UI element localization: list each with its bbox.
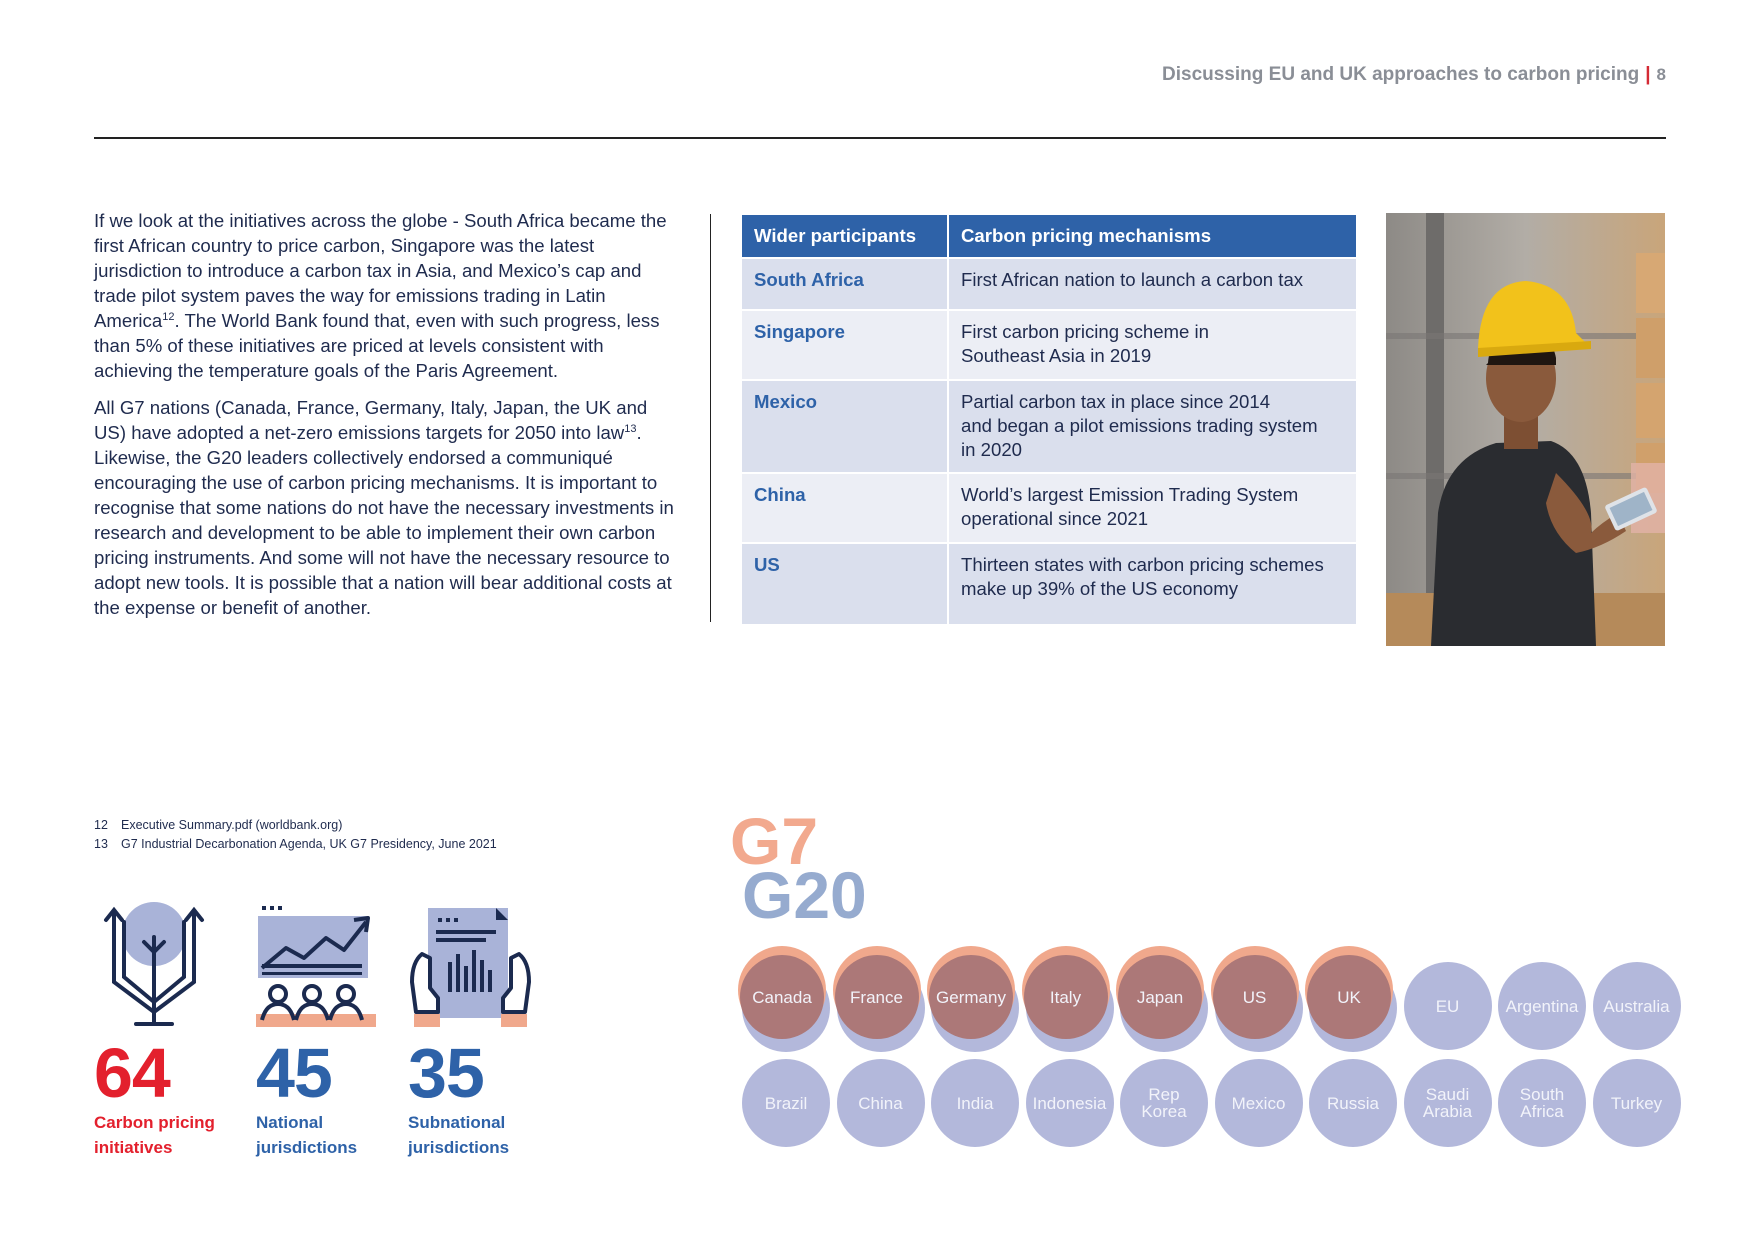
member-label: Rep	[1148, 1085, 1180, 1104]
member-label: Canada	[752, 987, 812, 1007]
member-label: South	[1519, 1085, 1565, 1104]
footnote-ref-13[interactable]: 13	[624, 422, 637, 435]
member-circle-canada	[740, 955, 824, 1039]
table-header-row	[741, 214, 1357, 258]
member-circle-japan	[1118, 955, 1202, 1039]
member-circle-indonesia	[1026, 1059, 1114, 1147]
member-circle-argentina	[1498, 962, 1586, 1050]
member-circle-uk	[1307, 955, 1391, 1039]
stat-subnational-jurisdictions	[408, 902, 558, 1160]
table-row	[741, 543, 1357, 625]
member-label: Russia	[1327, 1093, 1379, 1113]
member-circle-rep-korea	[1120, 1059, 1208, 1147]
mechanism-cell: Partial carbon tax in place since 2014 and began a pilot emissions trading system in 2020	[948, 380, 1357, 473]
page-number: 8	[1656, 65, 1666, 84]
column-header-mechanisms: Carbon pricing mechanisms	[948, 214, 1357, 258]
member-label: Turkey	[1610, 1093, 1663, 1113]
participant-cell: US	[741, 543, 948, 625]
worker-illustration	[1386, 213, 1665, 646]
member-circle-turkey	[1593, 1059, 1681, 1147]
member-label: EU	[1435, 996, 1460, 1016]
stat-label: Subnational jurisdictions	[408, 1113, 510, 1157]
footnote-13: 13 G7 Industrial Decarbonation Agenda, UK G7 Presidency, June 2021	[94, 837, 497, 851]
member-label: Australia	[1603, 996, 1670, 1016]
member-label: Arabia	[1422, 1102, 1473, 1121]
footnote-ref-12[interactable]: 12	[162, 310, 175, 323]
member-label: India	[956, 1093, 994, 1113]
member-circle-mexico	[1215, 1059, 1303, 1147]
document-title: Discussing EU and UK approaches to carbon pricing	[1162, 64, 1640, 85]
member-circle-france	[835, 955, 919, 1039]
member-label: Germany	[936, 987, 1006, 1007]
growth-chart-people-icon	[256, 902, 376, 1027]
stat-national-jurisdictions	[256, 902, 406, 1160]
member-circle-russia	[1309, 1059, 1397, 1147]
member-label: China	[858, 1093, 903, 1113]
member-label: Saudi	[1425, 1085, 1470, 1104]
footnote-12: 12 Executive Summary.pdf (worldbank.org)	[94, 818, 343, 832]
member-circle-china	[837, 1059, 925, 1147]
member-circle-india	[931, 1059, 1019, 1147]
participant-cell: South Africa	[741, 258, 948, 310]
member-label: US	[1242, 987, 1267, 1007]
mechanism-cell: First African nation to launch a carbon tax	[948, 258, 1357, 310]
footnotes	[94, 816, 497, 854]
member-label: Italy	[1049, 987, 1082, 1007]
member-circle-saudi-arabia	[1404, 1059, 1492, 1147]
mechanism-cell: World’s largest Emission Trading System operational since 2021	[948, 473, 1357, 543]
stat-value: 64	[94, 1034, 170, 1112]
member-label: Mexico	[1231, 1093, 1286, 1113]
mechanism-cell: Thirteen states with carbon pricing schemes make up 39% of the US economy	[948, 543, 1357, 625]
member-label: Indonesia	[1032, 1093, 1107, 1113]
g20-heading: G20	[742, 858, 867, 932]
table-row	[741, 473, 1357, 543]
member-circle-australia	[1593, 962, 1681, 1050]
participant-cell: China	[741, 473, 948, 543]
participant-cell: Mexico	[741, 380, 948, 473]
growing-plant-icon	[94, 902, 214, 1027]
warehouse-worker-photo	[1386, 213, 1665, 646]
table-row	[741, 310, 1357, 380]
member-label: Brazil	[764, 1093, 808, 1113]
stat-label: Carbon pricing initiatives	[94, 1113, 215, 1157]
member-circle-italy	[1024, 955, 1108, 1039]
column-divider	[710, 214, 711, 622]
mechanism-cell: First carbon pricing scheme in Southeast Asia in 2019	[948, 310, 1357, 380]
stat-value: 45	[256, 1034, 332, 1112]
paragraph-2: All G7 nations (Canada, France, Germany, Italy, Japan, the UK and US) have adopted a net-zero emissions targets for 2050 into law$^{13}$. Likewise, the G20 leaders collectively endorsed a communiqué encouraging the use of carbon pricing mechanisms. It is important to recognise that some nations do not have the necessary investments in research and development to be able to implement their own carbon pricing instruments. And some will not have the necessary resource to adopt new tools. It is possible that a nation will bear additional costs at the expense or benefit of another.	[94, 397, 674, 618]
participant-cell: Singapore	[741, 310, 948, 380]
stat-label: National jurisdictions	[256, 1113, 358, 1157]
member-circle-south-africa	[1498, 1059, 1586, 1147]
member-label: UK	[1337, 987, 1361, 1007]
carbon-pricing-table	[740, 213, 1358, 626]
g7-heading: G7	[730, 804, 819, 878]
table-row	[741, 380, 1357, 473]
header-rule	[94, 137, 1666, 139]
column-header-participants: Wider participants	[741, 214, 948, 258]
body-text	[94, 208, 684, 632]
member-label: Korea	[1141, 1102, 1187, 1121]
member-circle-brazil	[742, 1059, 830, 1147]
member-label: Japan	[1136, 987, 1184, 1007]
stat-carbon-pricing-initiatives	[94, 902, 244, 1160]
paragraph-1: If we look at the initiatives across the globe - South Africa became the first African country to price carbon, Singapore was the latest jurisdiction to introduce a carbon tax in Asia, and Mexico’s cap and trade pilot system paves the way for emissions trading in Latin America$^{12}$. The World Bank found that, even with such progress, less than 5% of these initiatives are priced at levels consistent with achieving the temperature goals of the Paris Agreement.	[94, 210, 667, 381]
member-circle-eu	[1404, 962, 1492, 1050]
member-label: Argentina	[1505, 996, 1579, 1016]
document-hands-icon	[408, 902, 533, 1027]
table-row	[741, 258, 1357, 310]
stat-value: 35	[408, 1034, 484, 1112]
member-label: Africa	[1520, 1102, 1564, 1121]
page-header	[1162, 64, 1666, 86]
member-circle-us	[1213, 955, 1297, 1039]
member-label: France	[850, 987, 903, 1007]
header-separator: |	[1645, 64, 1651, 85]
member-circle-germany	[929, 955, 1013, 1039]
